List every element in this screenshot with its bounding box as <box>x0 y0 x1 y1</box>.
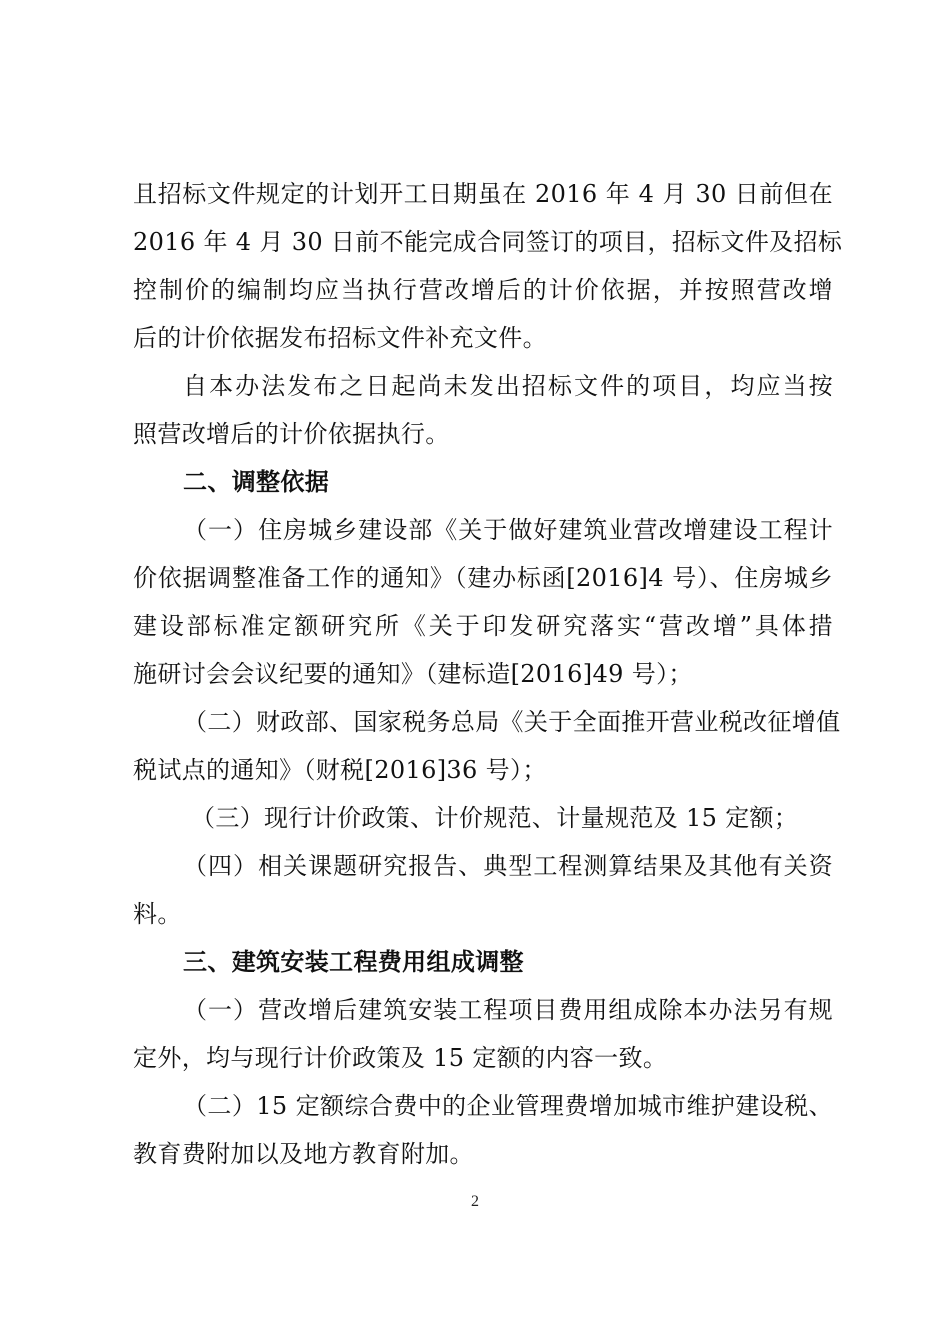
paragraph-line: 照营改增后的计价依据执行。 <box>133 420 450 448</box>
paragraph-line: 施研讨会会议纪要的通知》（建标造[2016]49 号）； <box>133 660 693 688</box>
paragraph-line: 且招标文件规定的计划开工日期虽在 2016 年 4 月 30 日前但在 <box>133 180 833 208</box>
body-text <box>133 170 843 1178</box>
paragraph-line: 2016 年 4 月 30 日前不能完成合同签订的项目，招标文件及招标 <box>133 228 843 256</box>
paragraph-line: 税试点的通知》（财税[2016]36 号）； <box>133 756 547 784</box>
paragraph-line: （一）营改增后建筑安装工程项目费用组成除本办法另有规 <box>183 996 833 1024</box>
paragraph-line: 定外，均与现行计价政策及 15 定额的内容一致。 <box>133 1044 668 1072</box>
paragraph-line: 料。 <box>133 900 182 928</box>
paragraph-line: 控制价的编制均应当执行营改增后的计价依据，并按照营改增 <box>133 276 833 304</box>
paragraph-line: （三）现行计价政策、计价规范、计量规范及 15 定额； <box>191 804 799 832</box>
paragraph-line: 教育费附加以及地方教育附加。 <box>133 1140 474 1168</box>
section-heading: 二、调整依据 <box>183 468 330 496</box>
paragraph-line: （二）财政部、国家税务总局《关于全面推开营业税改征增值 <box>183 708 841 736</box>
paragraph-line: （一）住房城乡建设部《关于做好建筑业营改增建设工程计 <box>183 516 833 544</box>
section-heading: 三、建筑安装工程费用组成调整 <box>183 948 524 976</box>
paragraph-line: 建设部标准定额研究所《关于印发研究落实“营改增”具体措 <box>133 612 833 640</box>
paragraph-line: 后的计价依据发布招标文件补充文件。 <box>133 324 547 352</box>
paragraph-line: 价依据调整准备工作的通知》（建办标函[2016]4 号）、住房城乡 <box>133 564 833 592</box>
paragraph-line: （四）相关课题研究报告、典型工程测算结果及其他有关资 <box>183 852 833 880</box>
paragraph-line: 自本办法发布之日起尚未发出招标文件的项目，均应当按 <box>183 372 833 400</box>
paragraph-line: （二）15 定额综合费中的企业管理费增加城市维护建设税、 <box>183 1092 833 1120</box>
page-number: 2 <box>471 1193 479 1210</box>
